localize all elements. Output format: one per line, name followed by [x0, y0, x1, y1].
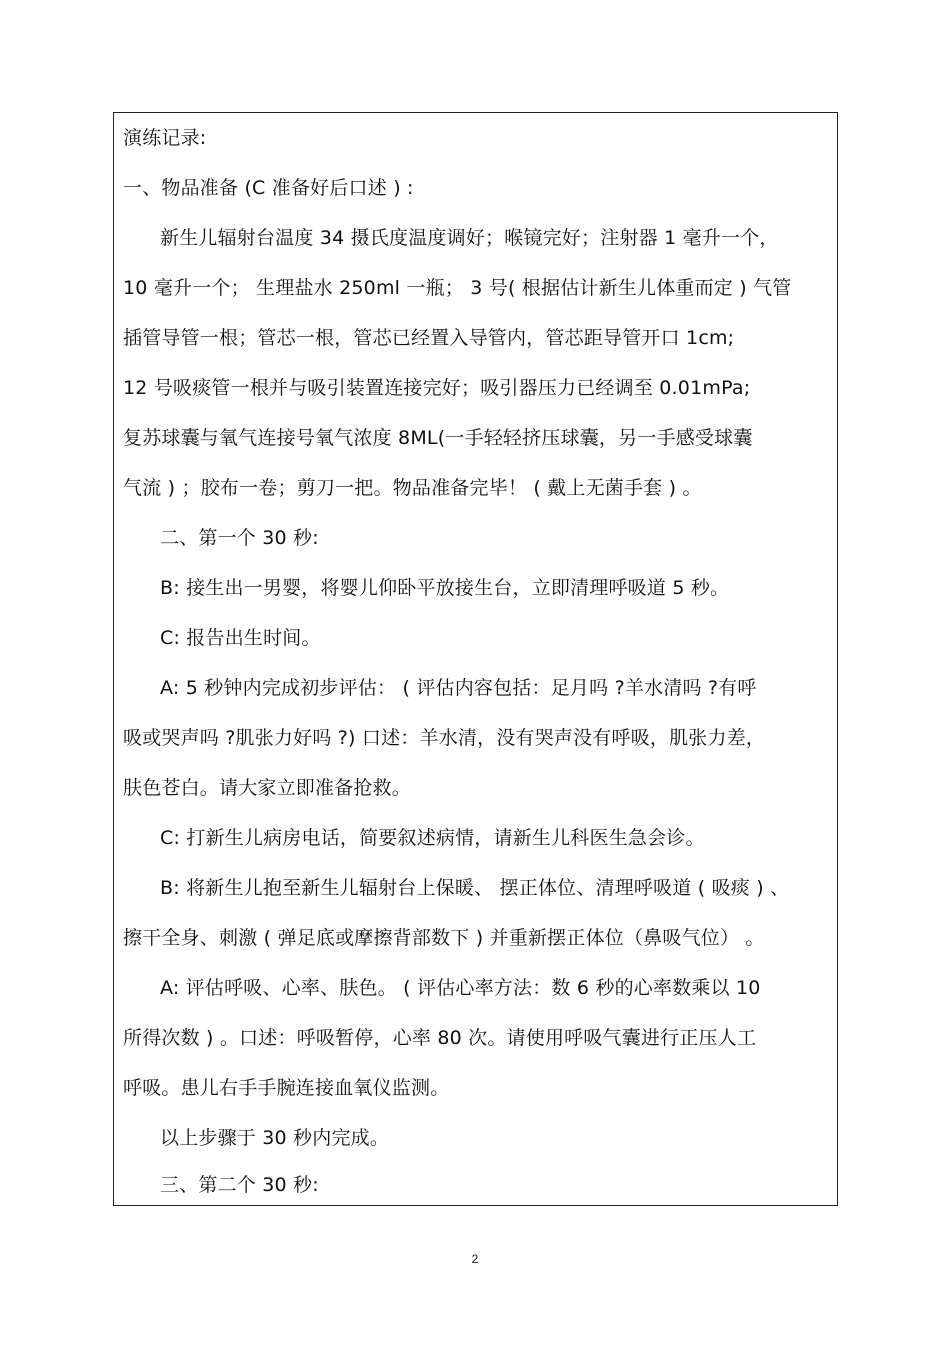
paragraph-line: A: 5 秒钟内完成初步评估： ( 评估内容包括：足月吗 ?羊水清吗 ?有呼 — [160, 677, 757, 699]
paragraph-line: 新生儿辐射台温度 34 摄氏度温度调好；喉镜完好；注射器 1 毫升一个， — [160, 227, 779, 249]
paragraph-line: 10 毫升一个； 生理盐水 250ml 一瓶； 3 号( 根据估计新生儿体重而定 ) 气管 — [123, 277, 792, 299]
paragraph-line: 气流 ) ；胶布一卷；剪刀一把。物品准备完毕！ ( 戴上无菌手套 ) 。 — [123, 477, 702, 499]
paragraph-line: 吸或哭声吗 ?肌张力好吗 ?) 口述：羊水清，没有哭声没有呼吸，肌张力差， — [123, 727, 766, 749]
paragraph-line: 以上步骤于 30 秒内完成。 — [160, 1127, 390, 1149]
paragraph-line: 呼吸。患儿右手手腕连接血氧仪监测。 — [123, 1077, 450, 1099]
paragraph-line: 肤色苍白。请大家立即准备抢救。 — [123, 777, 412, 799]
paragraph-line: C: 报告出生时间。 — [160, 627, 321, 649]
page-number: 2 — [471, 1252, 479, 1266]
section-heading-1: 一、物品准备 (C 准备好后口述 ) : — [123, 177, 414, 199]
paragraph-line: 擦干全身、刺激 ( 弹足底或摩擦背部数下 ) 并重新摆正体位（鼻吸气位） 。 — [123, 927, 765, 949]
paragraph-line: C: 打新生儿病房电话，简要叙述病情，请新生儿科医生急会诊。 — [160, 827, 705, 849]
paragraph-line: 插管导管一根；管芯一根，管芯已经置入导管内，管芯距导管开口 1cm; — [123, 327, 735, 349]
paragraph-line: 复苏球囊与氧气连接号氧气浓度 8ML(一手轻轻挤压球囊，另一手感受球囊 — [123, 427, 753, 449]
paragraph-line: 12 号吸痰管一根并与吸引装置连接完好；吸引器压力已经调至 0.01mPa; — [123, 377, 751, 399]
section-heading-3: 三、第二个 30 秒: — [160, 1174, 319, 1196]
section-heading-2: 二、第一个 30 秒: — [160, 527, 319, 549]
drill-record-box — [113, 112, 838, 1206]
paragraph-line: 所得次数 ) 。口述：呼吸暂停，心率 80 次。请使用呼吸气囊进行正压人工 — [123, 1027, 757, 1049]
paragraph-line: B: 将新生儿抱至新生儿辐射台上保暖、 摆正体位、清理呼吸道 ( 吸痰 ) 、 — [160, 877, 790, 899]
record-heading: 演练记录: — [123, 127, 207, 149]
paragraph-line: B: 接生出一男婴，将婴儿仰卧平放接生台，立即清理呼吸道 5 秒。 — [160, 577, 730, 599]
paragraph-line: A: 评估呼吸、心率、肤色。 ( 评估心率方法：数 6 秒的心率数乘以 10 — [160, 977, 761, 999]
